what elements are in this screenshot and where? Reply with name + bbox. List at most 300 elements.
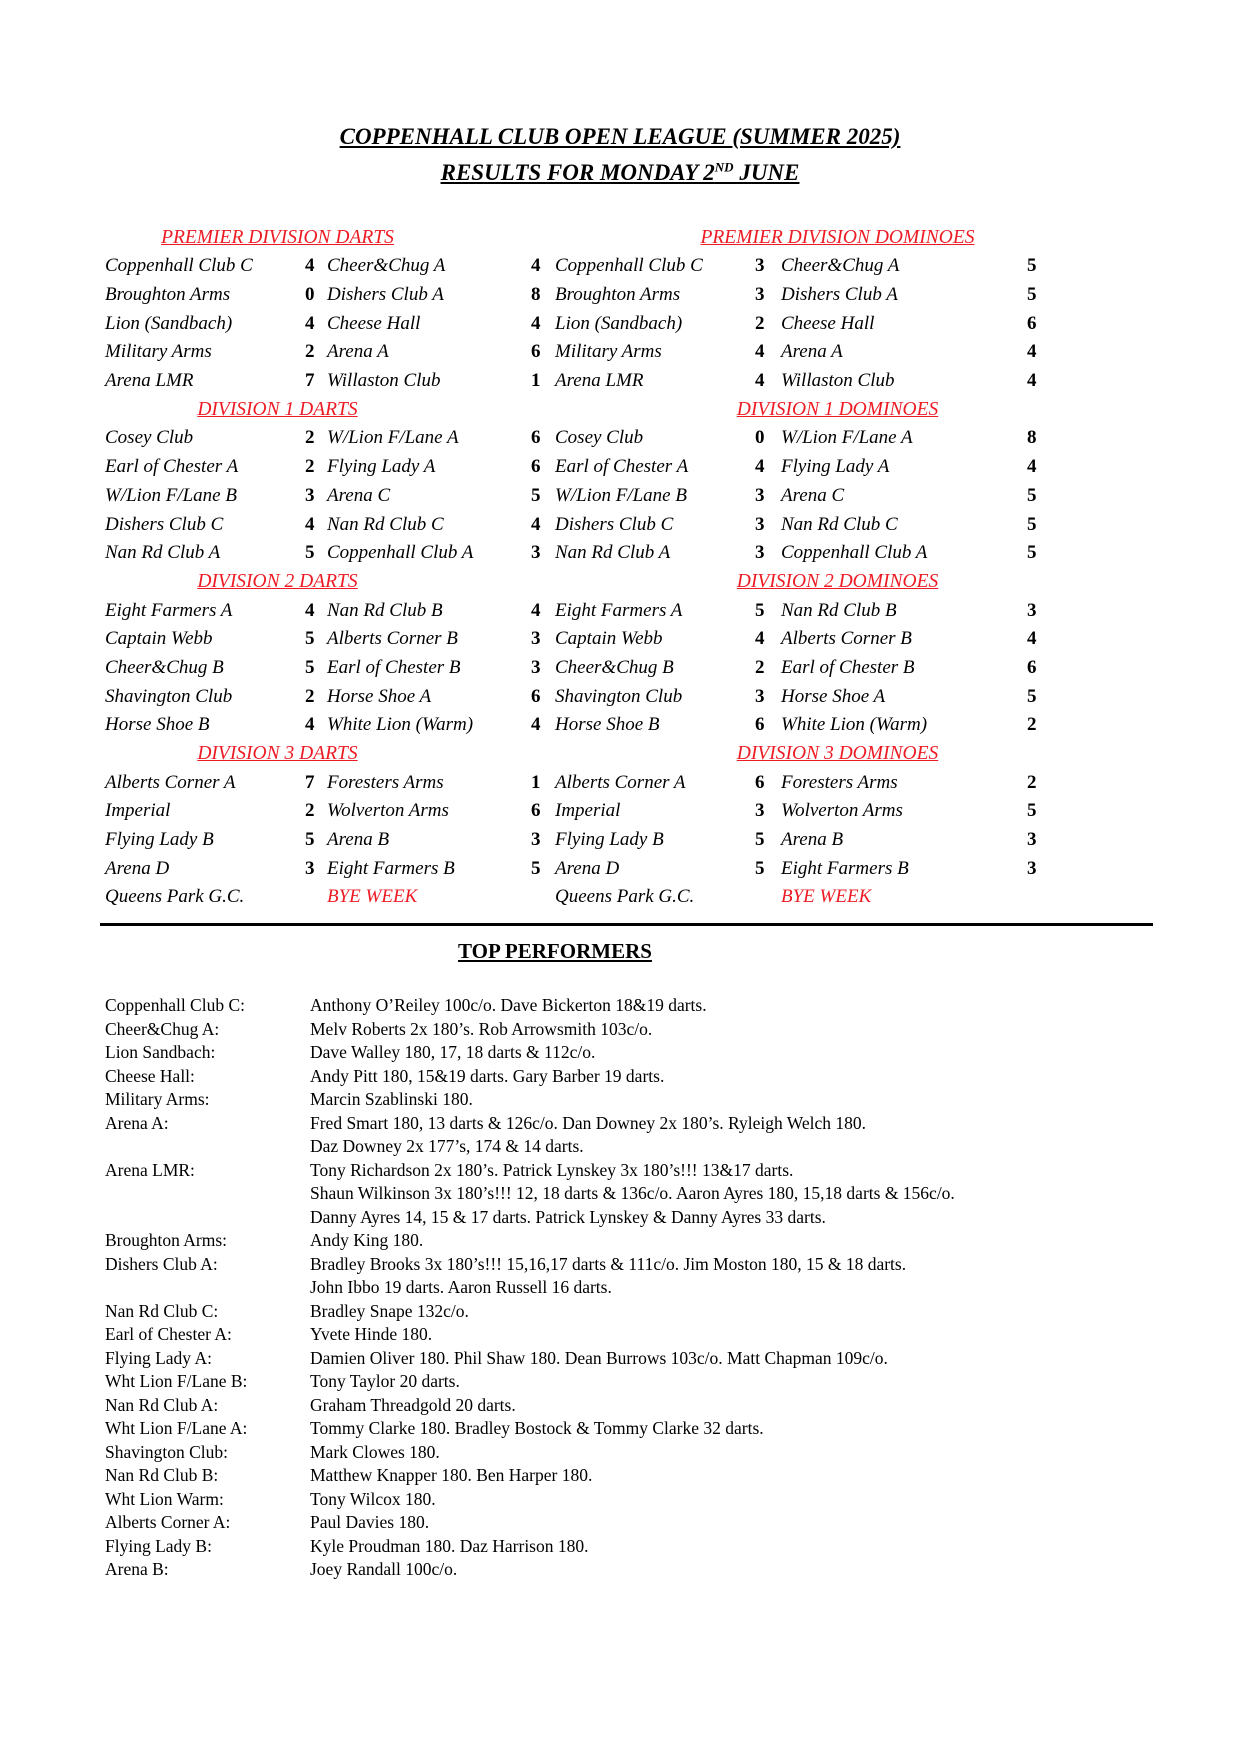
dominoes-results-column — [555, 224, 1065, 913]
performer-row — [105, 1253, 1240, 1277]
performer-detail: Tony Wilcox 180. — [310, 1488, 436, 1509]
performer-row — [105, 1300, 1240, 1324]
away-team: Foresters Arms — [781, 771, 898, 793]
division-heading-darts-text: PREMIER DIVISION DARTS — [161, 226, 394, 248]
top-performers-heading-text: TOP PERFORMERS — [458, 939, 652, 964]
match-row — [105, 338, 555, 367]
away-team: W/Lion F/Lane A — [781, 427, 913, 449]
away-team: Horse Shoe A — [327, 685, 432, 707]
home-score: 5 — [755, 829, 765, 851]
away-team: Earl of Chester B — [781, 656, 915, 678]
home-score: 4 — [305, 599, 315, 621]
home-team: Lion (Sandbach) — [105, 312, 233, 334]
home-team: Imperial — [555, 800, 621, 822]
match-row — [555, 424, 1065, 453]
performer-row — [105, 1511, 1240, 1535]
performer-detail: Paul Davies 180. — [310, 1512, 430, 1533]
home-team: Cosey Club — [555, 427, 644, 449]
performer-detail: Daz Downey 2x 177’s, 174 & 14 darts. — [310, 1136, 584, 1157]
home-score: 4 — [305, 714, 315, 736]
home-team: Captain Webb — [105, 628, 213, 650]
division-heading-darts — [105, 396, 450, 425]
away-team: Coppenhall Club A — [327, 542, 474, 564]
match-row — [555, 654, 1065, 683]
performer-row — [105, 1088, 1240, 1112]
away-team: Arena B — [781, 829, 844, 851]
away-team: Flying Lady A — [327, 456, 436, 478]
performer-team-label: Shavington Club: — [105, 1441, 228, 1462]
away-score: 4 — [531, 714, 541, 736]
match-row — [555, 711, 1065, 740]
home-score: 4 — [755, 370, 765, 392]
performer-detail: Bradley Brooks 3x 180’s!!! 15,16,17 darts & 111c/o. Jim Moston 180, 15 & 18 darts. — [310, 1253, 907, 1274]
away-team: Dishers Club A — [781, 284, 898, 306]
away-score — [531, 883, 555, 912]
page-subtitle-text — [441, 160, 800, 185]
away-score: 5 — [1027, 484, 1037, 506]
away-team: Arena B — [327, 829, 390, 851]
performer-row — [105, 1488, 1240, 1512]
away-score: 4 — [1027, 456, 1037, 478]
top-performers-list — [105, 994, 1240, 1582]
away-team: Wolverton Arms — [327, 800, 449, 822]
home-score: 5 — [305, 829, 315, 851]
away-score: 5 — [531, 484, 541, 506]
home-score: 2 — [305, 685, 315, 707]
away-score: 6 — [1027, 656, 1037, 678]
away-score: 3 — [531, 829, 541, 851]
subtitle-suffix: JUNE — [733, 159, 800, 185]
away-team: Coppenhall Club A — [781, 542, 928, 564]
match-row — [105, 654, 555, 683]
performer-row — [105, 1276, 1240, 1300]
performer-detail: Tony Richardson 2x 180’s. Patrick Lynskey 3x 180’s!!! 13&17 darts. — [310, 1159, 794, 1180]
home-team: Coppenhall Club C — [555, 255, 703, 277]
match-row — [105, 511, 555, 540]
away-team: Cheese Hall — [781, 312, 875, 334]
performer-detail: Matthew Knapper 180. Ben Harper 180. — [310, 1465, 593, 1486]
away-team: Foresters Arms — [327, 771, 444, 793]
home-score: 3 — [755, 484, 765, 506]
division-heading-dominoes-text: DIVISION 3 DOMINOES — [736, 743, 939, 765]
performer-team-label: Wht Lion F/Lane B: — [105, 1371, 248, 1392]
match-row — [555, 453, 1065, 482]
match-row — [555, 281, 1065, 310]
match-row — [105, 424, 555, 453]
performer-detail: Anthony O’Reiley 100c/o. Dave Bickerton 18&19 darts. — [310, 995, 707, 1016]
performer-detail: Dave Walley 180, 17, 18 darts & 112c/o. — [310, 1042, 596, 1063]
performer-team-label — [105, 1135, 310, 1159]
away-team: Willaston Club — [781, 370, 895, 392]
performer-team-label: Nan Rd Club C: — [105, 1300, 219, 1321]
subtitle-prefix: RESULTS FOR MONDAY 2 — [440, 159, 715, 185]
match-row — [105, 281, 555, 310]
home-team: W/Lion F/Lane B — [105, 484, 237, 506]
performer-detail: Damien Oliver 180. Phil Shaw 180. Dean Burrows 103c/o. Matt Chapman 109c/o. — [310, 1347, 888, 1368]
match-row — [555, 482, 1065, 511]
performer-row — [105, 1394, 1240, 1418]
performer-team-label: Alberts Corner A: — [105, 1512, 231, 1533]
performer-detail: Graham Threadgold 20 darts. — [310, 1394, 516, 1415]
home-team: Arena LMR — [105, 370, 194, 392]
home-score: 7 — [305, 771, 315, 793]
away-score: 2 — [1027, 714, 1037, 736]
away-score: 4 — [531, 513, 541, 535]
top-performers-heading — [100, 939, 1010, 964]
away-score: 4 — [531, 255, 541, 277]
performer-row — [105, 1135, 1240, 1159]
performer-row — [105, 994, 1240, 1018]
match-row — [105, 310, 555, 339]
performer-team-label: Wht Lion Warm: — [105, 1488, 224, 1509]
division-heading-dominoes-text: DIVISION 2 DOMINOES — [736, 570, 939, 592]
match-row — [105, 453, 555, 482]
home-score: 5 — [755, 857, 765, 879]
performer-detail: Joey Randall 100c/o. — [310, 1559, 458, 1580]
performer-row — [105, 1112, 1240, 1136]
away-score: 5 — [1027, 542, 1037, 564]
away-team: Flying Lady A — [781, 456, 890, 478]
home-score: 4 — [755, 628, 765, 650]
home-team: Nan Rd Club A — [555, 542, 671, 564]
performer-detail: John Ibbo 19 darts. Aaron Russell 16 darts. — [310, 1277, 612, 1298]
home-score: 5 — [305, 542, 315, 564]
home-team: Dishers Club C — [555, 513, 674, 535]
performer-row — [105, 1441, 1240, 1465]
home-score: 5 — [305, 628, 315, 650]
division-heading-dominoes — [555, 224, 1065, 253]
away-score: 2 — [1027, 771, 1037, 793]
subtitle-ordinal: ND — [714, 159, 734, 174]
page-title — [0, 122, 1240, 152]
performer-detail: Kyle Proudman 180. Daz Harrison 180. — [310, 1535, 589, 1556]
home-score: 3 — [305, 484, 315, 506]
home-team: Alberts Corner A — [105, 771, 236, 793]
home-team: Cosey Club — [105, 427, 194, 449]
home-score: 0 — [305, 284, 315, 306]
away-team: Arena A — [327, 341, 389, 363]
away-score: 1 — [531, 771, 541, 793]
match-row — [555, 367, 1065, 396]
match-row — [555, 338, 1065, 367]
away-team: Willaston Club — [327, 370, 441, 392]
away-team: Arena C — [327, 484, 391, 506]
division-heading-darts-text: DIVISION 2 DARTS — [197, 570, 358, 592]
performer-detail: Andy King 180. — [310, 1230, 424, 1251]
away-team: Cheer&Chug A — [781, 255, 900, 277]
performer-team-label: Flying Lady A: — [105, 1347, 212, 1368]
performer-detail: Fred Smart 180, 13 darts & 126c/o. Dan Downey 2x 180’s. Ryleigh Welch 180. — [310, 1112, 867, 1133]
away-team: Alberts Corner B — [781, 628, 912, 650]
match-row — [105, 252, 555, 281]
away-score: 6 — [531, 427, 541, 449]
away-score: 4 — [1027, 628, 1037, 650]
home-score: 3 — [305, 857, 315, 879]
performer-row — [105, 1535, 1240, 1559]
division-heading-dominoes-text: DIVISION 1 DOMINOES — [736, 398, 939, 420]
away-team: Arena A — [781, 341, 843, 363]
home-team: Flying Lady B — [105, 829, 214, 851]
page-title-text: COPPENHALL CLUB OPEN LEAGUE (SUMMER 2025) — [339, 124, 901, 149]
home-team: Broughton Arms — [555, 284, 681, 306]
performer-row — [105, 1182, 1240, 1206]
home-score: 6 — [755, 771, 765, 793]
away-team: White Lion (Warm) — [781, 714, 928, 736]
away-team: White Lion (Warm) — [327, 714, 474, 736]
match-row — [105, 826, 555, 855]
results-section — [105, 224, 1240, 913]
performer-team-label: Dishers Club A: — [105, 1253, 218, 1274]
match-row — [105, 597, 555, 626]
away-score: 4 — [531, 312, 541, 334]
performer-row — [105, 1159, 1240, 1183]
away-score: 6 — [531, 341, 541, 363]
performer-detail: Bradley Snape 132c/o. — [310, 1300, 469, 1321]
away-score: 5 — [1027, 255, 1037, 277]
away-score: 4 — [1027, 370, 1037, 392]
home-team: Cheer&Chug B — [555, 656, 674, 678]
home-team: Alberts Corner A — [555, 771, 686, 793]
performer-row — [105, 1229, 1240, 1253]
home-team: Imperial — [105, 800, 171, 822]
away-score: 4 — [531, 599, 541, 621]
away-score: 3 — [1027, 857, 1037, 879]
away-team: W/Lion F/Lane A — [327, 427, 459, 449]
performer-team-label: Lion Sandbach: — [105, 1042, 216, 1063]
away-team: Nan Rd Club B — [327, 599, 443, 621]
match-row — [105, 883, 555, 912]
performer-row — [105, 1018, 1240, 1042]
performer-team-label — [105, 1206, 310, 1230]
home-team: W/Lion F/Lane B — [555, 484, 687, 506]
home-team: Queens Park G.C. — [555, 886, 695, 908]
match-row — [105, 797, 555, 826]
away-score: 5 — [1027, 800, 1037, 822]
division-heading-dominoes — [555, 568, 1065, 597]
home-score: 4 — [305, 312, 315, 334]
performer-row — [105, 1206, 1240, 1230]
match-row — [105, 711, 555, 740]
away-team: Arena C — [781, 484, 845, 506]
division-heading-dominoes — [555, 396, 1065, 425]
away-team: Cheese Hall — [327, 312, 421, 334]
away-team: Dishers Club A — [327, 284, 444, 306]
performer-team-label: Cheese Hall: — [105, 1065, 195, 1086]
home-team: Queens Park G.C. — [105, 886, 245, 908]
division-heading-dominoes-text: PREMIER DIVISION DOMINOES — [700, 226, 975, 248]
performer-row — [105, 1558, 1240, 1582]
away-team: Cheer&Chug A — [327, 255, 446, 277]
away-team: Nan Rd Club C — [327, 513, 444, 535]
performer-row — [105, 1370, 1240, 1394]
match-row — [105, 769, 555, 798]
performer-row — [105, 1417, 1240, 1441]
performer-detail: Mark Clowes 180. — [310, 1441, 440, 1462]
match-row — [105, 539, 555, 568]
home-score: 4 — [755, 456, 765, 478]
performer-team-label: Military Arms: — [105, 1089, 210, 1110]
away-team: Alberts Corner B — [327, 628, 458, 650]
performer-detail: Shaun Wilkinson 3x 180’s!!! 12, 18 darts & 136c/o. Aaron Ayres 180, 15,18 darts & 156c/o. — [310, 1183, 955, 1204]
match-row — [555, 797, 1065, 826]
home-score: 6 — [755, 714, 765, 736]
performer-team-label — [105, 1276, 310, 1300]
performer-row — [105, 1323, 1240, 1347]
performer-team-label: Coppenhall Club C: — [105, 995, 245, 1016]
match-row — [105, 482, 555, 511]
section-divider — [100, 923, 1153, 926]
page-subtitle — [0, 152, 1240, 188]
match-row — [555, 597, 1065, 626]
match-row — [105, 683, 555, 712]
performer-team-label — [105, 1182, 310, 1206]
home-score: 2 — [305, 800, 315, 822]
home-score: 3 — [755, 255, 765, 277]
home-score: 7 — [305, 370, 315, 392]
away-score: 3 — [531, 656, 541, 678]
home-score: 3 — [755, 685, 765, 707]
bye-week-label: BYE WEEK — [327, 886, 418, 908]
home-score: 2 — [755, 656, 765, 678]
match-row — [555, 826, 1065, 855]
home-score: 3 — [755, 284, 765, 306]
home-team: Nan Rd Club A — [105, 542, 221, 564]
performer-detail: Marcin Szablinski 180. — [310, 1089, 473, 1110]
performer-row — [105, 1347, 1240, 1371]
match-row — [555, 511, 1065, 540]
away-team: Nan Rd Club C — [781, 513, 898, 535]
home-score — [305, 883, 327, 912]
away-score: 8 — [1027, 427, 1037, 449]
home-team: Military Arms — [555, 341, 662, 363]
home-team: Broughton Arms — [105, 284, 231, 306]
performer-row — [105, 1464, 1240, 1488]
away-score: 3 — [1027, 829, 1037, 851]
home-team: Arena LMR — [555, 370, 644, 392]
performer-team-label: Nan Rd Club B: — [105, 1465, 219, 1486]
home-score: 2 — [305, 456, 315, 478]
away-team: Wolverton Arms — [781, 800, 903, 822]
match-row — [105, 625, 555, 654]
away-score: 3 — [531, 628, 541, 650]
home-team: Captain Webb — [555, 628, 663, 650]
home-team: Eight Farmers A — [555, 599, 683, 621]
division-heading-darts-text: DIVISION 3 DARTS — [197, 743, 358, 765]
match-row — [555, 310, 1065, 339]
home-score: 0 — [755, 427, 765, 449]
performer-team-label: Cheer&Chug A: — [105, 1018, 220, 1039]
away-score: 8 — [531, 284, 541, 306]
home-score: 3 — [755, 513, 765, 535]
performer-row — [105, 1065, 1240, 1089]
performer-detail: Tommy Clarke 180. Bradley Bostock & Tommy Clarke 32 darts. — [310, 1418, 764, 1439]
home-score: 2 — [305, 341, 315, 363]
home-score: 5 — [755, 599, 765, 621]
home-team: Dishers Club C — [105, 513, 224, 535]
match-row — [555, 855, 1065, 884]
away-score: 4 — [1027, 341, 1037, 363]
home-score — [755, 883, 781, 912]
home-score: 4 — [755, 341, 765, 363]
away-score: 5 — [1027, 685, 1037, 707]
home-team: Lion (Sandbach) — [555, 312, 683, 334]
home-team: Coppenhall Club C — [105, 255, 253, 277]
away-team: Earl of Chester B — [327, 656, 461, 678]
division-heading-dominoes — [555, 740, 1065, 769]
match-row — [555, 883, 1065, 912]
home-score: 3 — [755, 542, 765, 564]
home-score: 3 — [755, 800, 765, 822]
home-team: Earl of Chester A — [555, 456, 689, 478]
performer-team-label: Arena A: — [105, 1112, 169, 1133]
away-team: Eight Farmers B — [781, 857, 909, 879]
home-team: Shavington Club — [105, 685, 233, 707]
division-heading-darts — [105, 740, 450, 769]
home-team: Earl of Chester A — [105, 456, 239, 478]
home-score: 2 — [755, 312, 765, 334]
home-score: 2 — [305, 427, 315, 449]
match-row — [105, 855, 555, 884]
home-score: 4 — [305, 255, 315, 277]
away-score: 6 — [531, 685, 541, 707]
performer-detail: Tony Taylor 20 darts. — [310, 1371, 460, 1392]
match-row — [555, 625, 1065, 654]
division-heading-darts — [105, 568, 450, 597]
home-team: Flying Lady B — [555, 829, 664, 851]
away-score: 5 — [1027, 513, 1037, 535]
performer-detail: Andy Pitt 180, 15&19 darts. Gary Barber 19 darts. — [310, 1065, 665, 1086]
home-team: Eight Farmers A — [105, 599, 233, 621]
home-team: Horse Shoe B — [555, 714, 660, 736]
performer-detail: Melv Roberts 2x 180’s. Rob Arrowsmith 103c/o. — [310, 1018, 653, 1039]
away-team: Nan Rd Club B — [781, 599, 897, 621]
away-score: 3 — [1027, 599, 1037, 621]
home-team: Cheer&Chug B — [105, 656, 224, 678]
division-heading-darts-text: DIVISION 1 DARTS — [197, 398, 358, 420]
away-score: 5 — [531, 857, 541, 879]
performer-team-label: Flying Lady B: — [105, 1535, 212, 1556]
performer-team-label: Broughton Arms: — [105, 1230, 228, 1251]
division-heading-darts — [105, 224, 450, 253]
match-row — [555, 769, 1065, 798]
home-team: Arena D — [105, 857, 170, 879]
performer-row — [105, 1041, 1240, 1065]
bye-week-label: BYE WEEK — [781, 886, 872, 908]
match-row — [105, 367, 555, 396]
performer-team-label: Wht Lion F/Lane A: — [105, 1418, 248, 1439]
home-team: Horse Shoe B — [105, 714, 210, 736]
performer-team-label: Arena B: — [105, 1559, 169, 1580]
performer-team-label: Arena LMR: — [105, 1159, 195, 1180]
home-team: Arena D — [555, 857, 620, 879]
match-row — [555, 252, 1065, 281]
home-score: 5 — [305, 656, 315, 678]
performer-team-label: Earl of Chester A: — [105, 1324, 232, 1345]
away-score: 6 — [531, 800, 541, 822]
performer-detail: Yvete Hinde 180. — [310, 1324, 433, 1345]
away-score: 6 — [531, 456, 541, 478]
performer-detail: Danny Ayres 14, 15 & 17 darts. Patrick Lynskey & Danny Ayres 33 darts. — [310, 1206, 826, 1227]
away-team: Eight Farmers B — [327, 857, 455, 879]
darts-results-column — [105, 224, 555, 913]
away-score — [1027, 883, 1051, 912]
performer-team-label: Nan Rd Club A: — [105, 1394, 219, 1415]
match-row — [555, 539, 1065, 568]
away-score: 1 — [531, 370, 541, 392]
away-score: 6 — [1027, 312, 1037, 334]
away-team: Horse Shoe A — [781, 685, 886, 707]
home-score: 4 — [305, 513, 315, 535]
